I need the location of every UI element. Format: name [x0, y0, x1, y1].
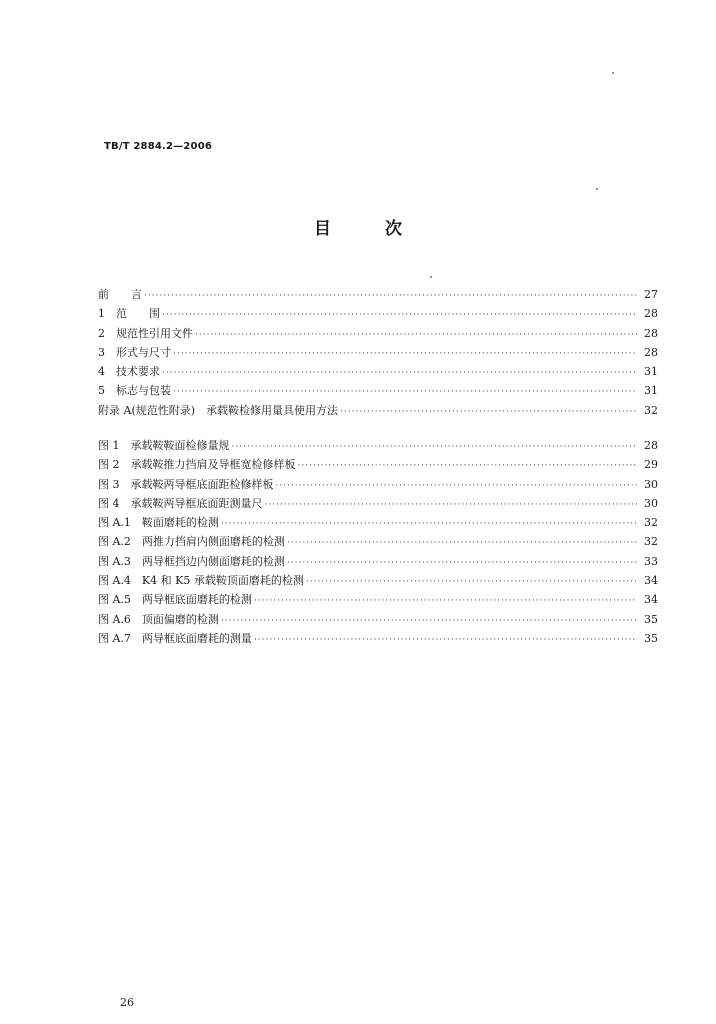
contents-list	[98, 285, 658, 420]
figure-entry-page: 32	[644, 535, 658, 549]
figure-entry-label: 图 1 承载鞍鞍面检修量规	[98, 439, 230, 452]
toc-entry-page: 31	[644, 365, 658, 379]
leader-dots	[306, 573, 637, 592]
toc-entry[interactable]	[98, 381, 658, 400]
toc-entry-label: 2 规范性引用文件	[98, 326, 193, 340]
figure-entry-label: 图 A.5 两导框底面磨耗的检测	[98, 593, 252, 607]
figure-entry-label: 图 A.7 两导框底面磨耗的测量	[98, 631, 252, 645]
scan-speck	[430, 276, 432, 278]
toc-entry-page: 28	[644, 307, 658, 321]
figure-entry[interactable]	[98, 571, 658, 590]
toc-entry[interactable]	[98, 343, 658, 362]
figure-entry-label: 图 A.1 鞍面磨耗的检测	[98, 516, 219, 530]
figure-entry[interactable]	[98, 610, 658, 629]
toc-entry-label: 附录 A(规范性附录) 承载鞍检修用量具使用方法	[98, 403, 339, 417]
toc-entry[interactable]	[98, 285, 658, 304]
figure-entry[interactable]	[98, 513, 658, 532]
figure-entry-page: 30	[644, 477, 658, 491]
figures-list	[98, 436, 658, 648]
toc-entry-label: 4 技术要求	[98, 365, 160, 379]
figure-entry-label: 图 3 承载鞍两导框底面距检修样板	[98, 477, 274, 491]
figure-entry-page: 33	[644, 554, 658, 568]
figure-entry-page: 29	[644, 458, 658, 472]
scan-speck	[612, 72, 614, 74]
toc-entry-page: 28	[644, 345, 658, 359]
figure-entry-page: 32	[644, 516, 658, 530]
toc-entry[interactable]	[98, 324, 658, 343]
figure-entry-page: 35	[644, 631, 658, 645]
toc-entry-page: 32	[644, 403, 658, 417]
leader-dots	[162, 306, 637, 325]
leader-dots	[287, 554, 637, 573]
figure-entry[interactable]	[98, 590, 658, 609]
toc-entry[interactable]	[98, 362, 658, 381]
toc-entry[interactable]	[98, 304, 658, 323]
toc-entry-page: 31	[644, 384, 658, 398]
leader-dots	[254, 592, 637, 611]
toc-entry-label: 5 标志与包装	[98, 384, 171, 398]
figure-entry-page: 34	[644, 593, 658, 607]
scan-speck	[596, 188, 598, 190]
figure-entry-label: 图 A.3 两导框挡边内侧面磨耗的检测	[98, 554, 285, 568]
figure-entry-page: 28	[644, 439, 658, 452]
page-title: 目 次	[314, 219, 426, 239]
figure-entry-label: 图 2 承载鞍推力挡肩及导框宽检修样板	[98, 458, 296, 472]
toc-entry-label: 前 言	[98, 288, 142, 301]
figure-entry[interactable]	[98, 475, 658, 494]
toc-entry-label: 3 形式与尺寸	[98, 345, 171, 359]
footer-page-number: 26	[120, 996, 134, 1009]
figure-entry[interactable]	[98, 494, 658, 513]
figure-entry-label: 图 A.4 K4 和 K5 承载鞍顶面磨耗的检测	[98, 574, 304, 588]
figure-entry[interactable]	[98, 532, 658, 551]
figure-entry-page: 35	[644, 612, 658, 626]
leader-dots	[144, 287, 637, 306]
leader-dots	[276, 477, 638, 496]
leader-dots	[195, 326, 637, 345]
leader-dots	[265, 496, 638, 515]
toc-entry-page: 27	[644, 288, 658, 301]
leader-dots	[221, 612, 637, 631]
figure-entry-page: 34	[644, 574, 658, 588]
figure-entry[interactable]	[98, 436, 658, 455]
toc-entry[interactable]	[98, 401, 658, 420]
figure-entry-label: 图 A.6 顶面偏磨的检测	[98, 612, 219, 626]
leader-dots	[173, 345, 637, 364]
leader-dots	[340, 403, 637, 422]
standard-number: TB/T 2884.2—2006	[104, 141, 213, 152]
leader-dots	[254, 631, 637, 650]
figure-entry[interactable]	[98, 629, 658, 648]
toc-entry-page: 28	[644, 326, 658, 340]
figure-entry-label: 图 4 承载鞍两导框底面距测量尺	[98, 496, 263, 510]
figure-entry-label: 图 A.2 两推力挡肩内侧面磨耗的检测	[98, 535, 285, 549]
toc-entry-label: 1 范 围	[98, 307, 160, 321]
leader-dots	[162, 364, 637, 383]
figure-entry-page: 30	[644, 496, 658, 510]
figure-entry[interactable]	[98, 552, 658, 571]
leader-dots	[298, 457, 638, 476]
leader-dots	[287, 534, 637, 553]
figure-entry[interactable]	[98, 455, 658, 474]
